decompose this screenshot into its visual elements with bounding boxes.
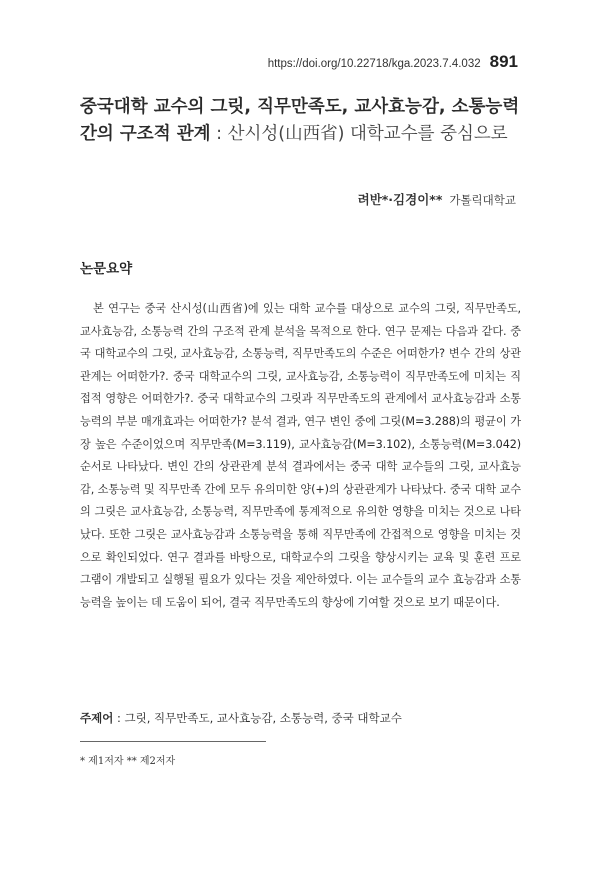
abstract-heading: 논문요약 [80, 261, 133, 277]
title-main: 중국대학 교수의 그릿, 직무만족도, 교사효능감, 소통능력 간의 구조적 관계 [80, 97, 520, 144]
keywords-line [80, 710, 402, 726]
keywords-label: 주제어 [80, 711, 114, 725]
footnote: * 제1저자 ** 제2저자 [80, 756, 176, 767]
keywords-text: 그릿, 직무만족도, 교사효능감, 소통능력, 중국 대학교수 [124, 711, 402, 725]
footnote-divider [80, 741, 266, 742]
author-affiliation: 가톨릭대학교 [449, 193, 516, 207]
title-subtitle: 산시성(山西省) 대학교수를 중심으로 [227, 124, 508, 144]
keywords-separator: : [113, 711, 125, 725]
author-line [358, 190, 516, 208]
paper-title [80, 94, 530, 148]
page-number: 891 [489, 52, 518, 71]
title-separator: : [210, 124, 228, 144]
page-header [268, 52, 518, 72]
author-names: 려반*·김경이** [357, 192, 443, 207]
abstract-body: 본 연구는 중국 산시성(山西省)에 있는 대학 교수를 대상으로 교수의 그릿, 직무만족도, 교사효능감, 소통능력 간의 구조적 관계 분석을 목적으로 한다. 연구 문제는 다음과 같다. 중국 대학교수의 그릿, 교사효능감, 소통능력, 직무만족도의 수준은 어떠한가? 변수 간의 상관관계는 어떠한가?. 중국 대학교수의 그릿, 교사효능감, 소통능력이 직무만족도에 미치는 직접적 영향은 어떠한가?. 중국 대학교수의 그릿과 직무만족도의 관계에서 교사효능감과 소통능력의 부분 매개효과는 어떠한가? 분석 결과, 연구 변인 중에 그릿(M=3.288)의 평균이 가장 높은 수준이었으며 직무만족(M=3.119), 교사효능감(M=3.102), 소통능력(M=3.042) 순서로 나타났다. 변인 간의 상관관계 분석 결과에서는 중국 대학 교수들의 그릿, 교사효능감, 소통능력 및 직무만족 간에 모두 유의미한 양(+)의 상관관계가 나타났다. 중국 대학 교수의 그릿은 교사효능감, 소통능력, 직무만족에 통계적으로 유의한 영향을 미치는 것으로 나타났다. 또한 그릿은 교사효능감과 소통능력을 통해 직무만족에 간접적으로 영향을 미치는 것으로 확인되었다. 연구 결과를 바탕으로, 대학교수의 그릿을 향상시키는 교육 및 훈련 프로그램이 개발되고 실행될 필요가 있다는 것을 제안하였다. 이는 교수들의 교수 효능감과 소통능력을 높이는 데 도움이 되어, 결국 직무만족도의 향상에 기여할 것으로 보기 때문이다. [80, 302, 521, 609]
doi-link[interactable]: https://doi.org/10.22718/kga.2023.7.4.032 [267, 58, 481, 70]
